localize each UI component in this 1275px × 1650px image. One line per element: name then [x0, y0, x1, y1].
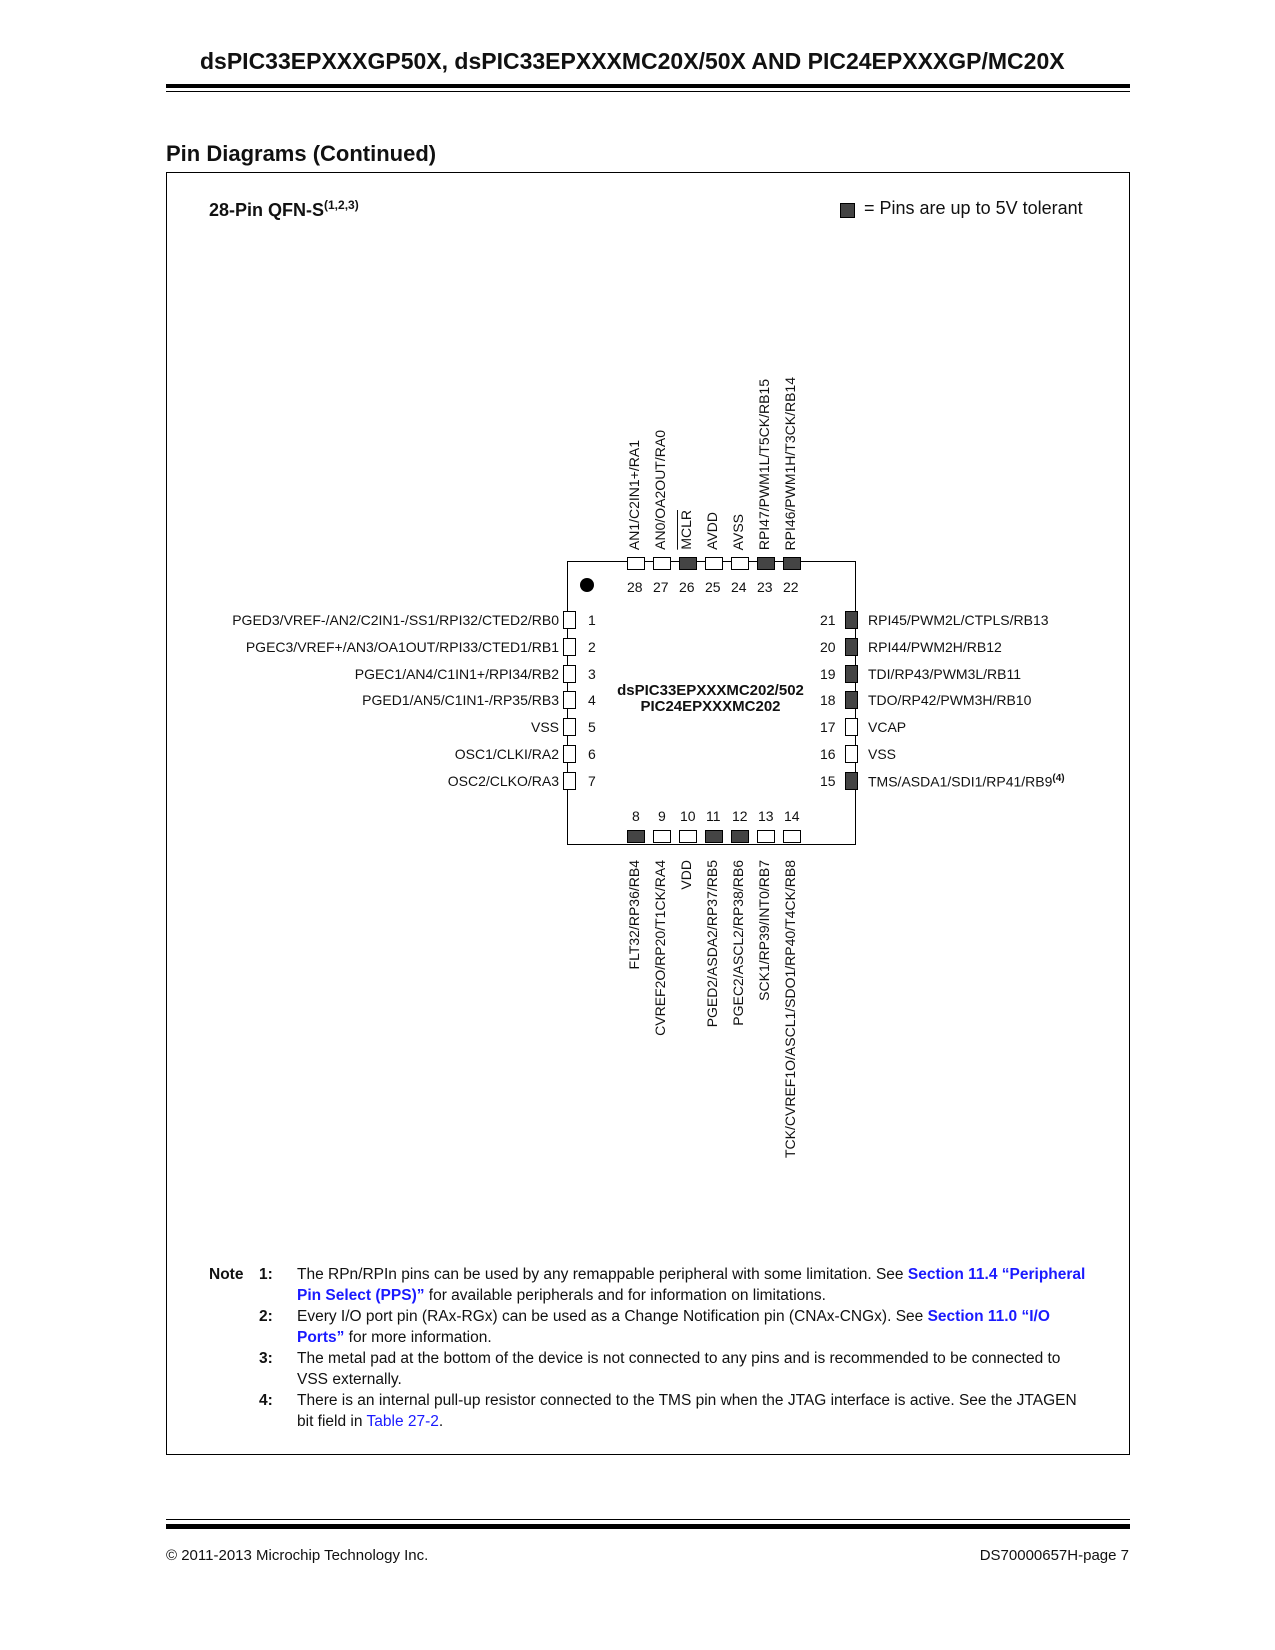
header-rule-thick — [166, 84, 1130, 88]
pin-label-4: PGED1/AN5/C1IN1-/RP35/RB3 — [362, 692, 559, 708]
pin-label-18: TDO/RP42/PWM3H/RB10 — [868, 692, 1032, 708]
tolerant-swatch-icon — [840, 203, 855, 218]
pin-pad-18 — [845, 691, 858, 709]
note-link[interactable]: Table 27-2 — [366, 1413, 439, 1430]
pin-label-3: PGEC1/AN4/C1IN1+/RPI34/RB2 — [354, 666, 559, 682]
pin-number: 10 — [680, 808, 696, 824]
pin-pad-4 — [563, 691, 576, 709]
note-item — [209, 1348, 1089, 1390]
pin-number: 27 — [653, 579, 669, 595]
pin-label-19: TDI/RP43/PWM3L/RB11 — [868, 666, 1022, 682]
note-link[interactable]: Section 11.4 “Peripheral Pin Select (PPS)” — [297, 1266, 1086, 1304]
pin-label-28: AN1/C2IN1+/RA1 — [626, 439, 642, 550]
note-text: The metal pad at the bottom of the device is not connected to any pins and is recommended to be connected to VSS externally. — [297, 1350, 1061, 1388]
pin-label-13: SCK1/RP39/INT0/RB7 — [756, 860, 772, 1001]
pin-number: 26 — [679, 579, 695, 595]
pin-number: 22 — [783, 579, 799, 595]
note-number: 3: — [259, 1350, 273, 1367]
pin-label-10: VDD — [678, 860, 694, 890]
pin-number: 16 — [820, 746, 836, 762]
pin-number: 6 — [588, 746, 596, 762]
note-number: 4: — [259, 1392, 273, 1409]
section-title: Pin Diagrams (Continued) — [166, 141, 437, 166]
pin-pad-23 — [757, 557, 775, 570]
header-rule-thin — [166, 91, 1130, 92]
pin-label-27: AN0/OA2OUT/RA0 — [652, 430, 668, 550]
pin-pad-28 — [627, 557, 645, 570]
pin-pad-14 — [783, 830, 801, 843]
pin-label-21: RPI45/PWM2L/CTPLS/RB13 — [868, 612, 1049, 628]
pin-pad-16 — [845, 745, 858, 763]
document-header-title: dsPIC33EPXXXGP50X, dsPIC33EPXXXMC20X/50X AND PIC24EPXXXGP/MC20X — [200, 48, 1065, 74]
pin-pad-17 — [845, 718, 858, 736]
notes-heading: Note — [209, 1266, 244, 1283]
pin-number: 2 — [588, 639, 596, 655]
pin-number: 28 — [627, 579, 643, 595]
note-number: 1: — [259, 1266, 273, 1283]
pin-label-22: RPI46/PWM1H/T3CK/RB14 — [782, 376, 798, 550]
pin-pad-19 — [845, 665, 858, 683]
pin-label-20: RPI44/PWM2H/RB12 — [868, 639, 1002, 655]
footer-page-number: DS70000657H-page 7 — [979, 1547, 1129, 1564]
pin-pad-26 — [679, 557, 697, 570]
pin-pad-6 — [563, 745, 576, 763]
pin-number: 25 — [705, 579, 721, 595]
pin-label-23: RPI47/PWM1L/T5CK/RB15 — [756, 378, 772, 550]
note-link[interactable]: Section 11.0 “I/O Ports” — [297, 1308, 1050, 1346]
pin-pad-20 — [845, 638, 858, 656]
pin-label-8: FLT32/RP36/RB4 — [626, 860, 642, 970]
pin-label-17: VCAP — [868, 719, 907, 735]
pin-pad-24 — [731, 557, 749, 570]
pin-label-15: TMS/ASDA1/SDI1/RP41/RB9$^{(4)}$ — [868, 773, 1065, 790]
pin-number: 14 — [784, 808, 800, 824]
pin-pad-22 — [783, 557, 801, 570]
pin-label-24: AVSS — [730, 513, 746, 550]
pin-label-14: TCK/CVREF1O/ASCL1/SDO1/RP40/T4CK/RB8 — [782, 860, 798, 1158]
pin-label-12: PGEC2/ASCL2/RP38/RB6 — [730, 860, 746, 1026]
pin-number: 21 — [820, 612, 836, 628]
pin-label-7: OSC2/CLKO/RA3 — [447, 773, 559, 789]
pin-number: 8 — [632, 808, 640, 824]
footer-copyright: © 2011-2013 Microchip Technology Inc. — [166, 1547, 429, 1564]
chip-name-line1: dsPIC33EPXXXMC202/502 — [617, 682, 804, 699]
note-number: 2: — [259, 1308, 273, 1325]
pin-number: 1 — [588, 612, 596, 628]
pin-pad-27 — [653, 557, 671, 570]
pin-number: 12 — [732, 808, 748, 824]
pin-label-9: CVREF2O/RP20/T1CK/RA4 — [652, 860, 668, 1036]
pin-pad-2 — [563, 638, 576, 656]
pin-number: 4 — [588, 692, 596, 708]
pin-number: 18 — [820, 692, 836, 708]
pin-number: 5 — [588, 719, 596, 735]
pin-number: 7 — [588, 773, 596, 789]
pin-pad-25 — [705, 557, 723, 570]
pin-pad-3 — [563, 665, 576, 683]
pin-pad-10 — [679, 830, 697, 843]
pin-label-25: AVDD — [704, 512, 720, 550]
pin-pad-5 — [563, 718, 576, 736]
pin-label-5: VSS — [530, 719, 559, 735]
note-item — [209, 1390, 1089, 1432]
pin-number: 15 — [820, 773, 836, 789]
pin-number: 19 — [820, 666, 836, 682]
pin-pad-12 — [731, 830, 749, 843]
note-text: The RPn/RPIn pins can be used by any remappable peripheral with some limitation. See Section 11.4 “Peripheral Pin Select (PPS)” for available peripherals and for information on limitations. — [297, 1266, 1086, 1304]
pin-pad-7 — [563, 772, 576, 790]
footer-rule-thin — [166, 1519, 1130, 1520]
pin-pad-21 — [845, 611, 858, 629]
pin-label-11: PGED2/ASDA2/RP37/RB5 — [704, 860, 720, 1028]
pin-pad-1 — [563, 611, 576, 629]
pin-number: 13 — [758, 808, 774, 824]
notes-block — [209, 1264, 1089, 1432]
note-item — [209, 1306, 1089, 1348]
legend-text: = Pins are up to 5V tolerant — [864, 198, 1083, 218]
pin1-marker-icon — [580, 578, 594, 592]
footer-rule-thick — [166, 1524, 1130, 1529]
pin-label-1: PGED3/VREF-/AN2/C2IN1-/SS1/RPI32/CTED2/RB0 — [232, 612, 559, 628]
pin-number: 24 — [731, 579, 747, 595]
package-title: 28-Pin QFN-$S^{(1,2,3)}$ — [209, 198, 359, 220]
pin-label-6: OSC1/CLKI/RA2 — [454, 746, 559, 762]
pin-pad-8 — [627, 830, 645, 843]
pin-number: 11 — [706, 808, 721, 824]
chip-name-line2: PIC24EPXXXMC202 — [640, 698, 781, 715]
chip-name — [567, 683, 854, 715]
pin-label-26: MCLR — [678, 510, 694, 550]
pin-label-2: PGEC3/VREF+/AN3/OA1OUT/RPI33/CTED1/RB1 — [245, 639, 559, 655]
note-text: Every I/O port pin (RAx-RGx) can be used as a Change Notification pin (CNAx-CNGx). See Section 11.0 “I/O Ports” for more information. — [297, 1308, 1050, 1346]
pin-number: 23 — [757, 579, 773, 595]
pin-pad-15 — [845, 772, 858, 790]
pin-number: 17 — [820, 719, 836, 735]
pin-number: 3 — [588, 666, 596, 682]
note-item — [209, 1264, 1089, 1306]
pin-label-16: VSS — [868, 746, 897, 762]
pin-pad-9 — [653, 830, 671, 843]
pin-number: 9 — [658, 808, 666, 824]
note-text: There is an internal pull-up resistor connected to the TMS pin when the JTAG interface is active. See the JTAGEN bit field in Table 27-2. — [297, 1392, 1077, 1430]
pin-number: 20 — [820, 639, 836, 655]
pin-pad-13 — [757, 830, 775, 843]
pin-pad-11 — [705, 830, 723, 843]
